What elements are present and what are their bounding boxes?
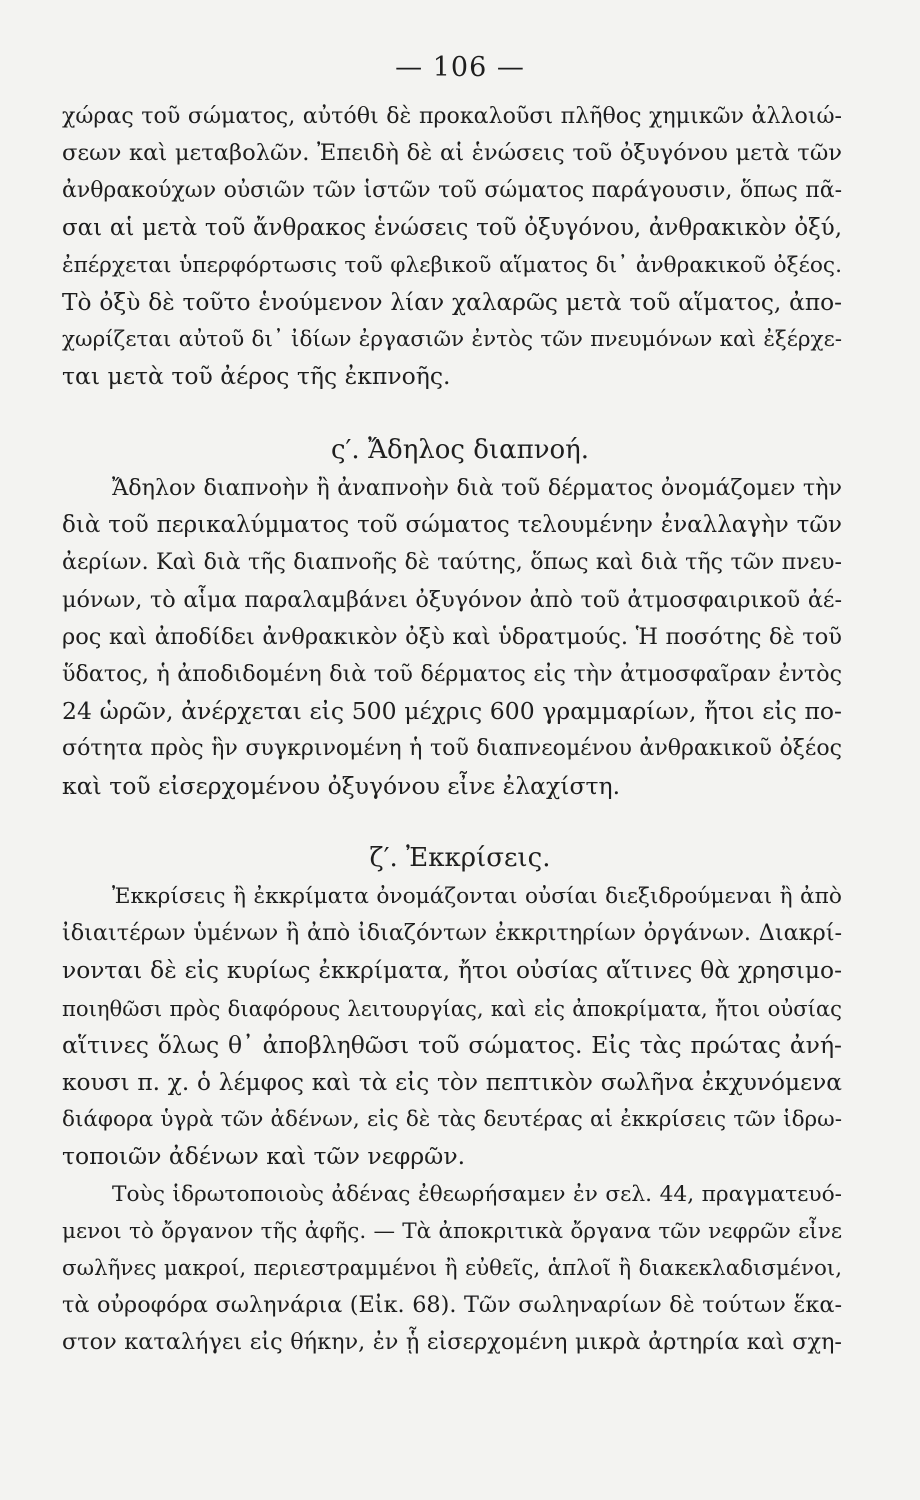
text-line: σότητα πρὸς ἣν συγκρινομένη ἡ τοῦ διαπνεομένου ἀνθρακικοῦ ὀξέος xyxy=(62,736,842,762)
text-line: διὰ τοῦ περικαλύμματος τοῦ σώματος τελουμένην ἐναλλαγὴν τῶν xyxy=(62,512,842,539)
text-line: σαι αἱ μετὰ τοῦ ἄνθρακος ἑνώσεις τοῦ ὀξυγόνου, ἀνθρακικὸν ὀξύ, xyxy=(62,214,842,241)
section-heading-secretions: ζ′. Ἐκκρίσεις. xyxy=(369,843,551,873)
text-line: ὕδατος, ἡ ἀποδιδομένη διὰ τοῦ δέρματος εἰς τὴν ἀτμοσφαῖραν ἐντὸς xyxy=(62,660,842,687)
text-line: κουσι π. χ. ὁ λέμφος καὶ τὰ εἰς τὸν πεπτικὸν σωλῆνα ἐκχυνόμενα xyxy=(62,1068,842,1096)
paragraph-respiration-continued xyxy=(62,98,842,396)
text-line: Τοὺς ἱδρωτοποιοὺς ἀδένας ἐθεωρήσαμεν ἐν σελ. 44, πραγματευό- xyxy=(112,1181,842,1207)
text-line: σωλῆνες μακροί, περιεστραμμένοι ἢ εὐθεῖς, ἁπλοῖ ἢ διακεκλαδισμένοι, xyxy=(62,1255,842,1281)
text-line: ται μετὰ τοῦ ἀέρος τῆς ἐκπνοῆς. xyxy=(62,362,451,391)
text-line: Τὸ ὀξὺ δὲ τοῦτο ἑνούμενον λίαν χαλαρῶς μετὰ τοῦ αἵματος, ἀπο- xyxy=(62,288,842,316)
text-line: ἀερίων. Καὶ διὰ τῆς διαπνοῆς δὲ ταύτης, ὅπως καὶ διὰ τῆς τῶν πνευ- xyxy=(62,549,842,576)
text-line: στον καταλήγει εἰς θήκην, ἐν ᾗ εἰσερχομένη μικρὰ ἀρτηρία καὶ σχη- xyxy=(62,1329,842,1356)
text-line: 24 ὡρῶν, ἀνέρχεται εἰς 500 μέχρις 600 γραμμαρίων, ἤτοι εἰς πο- xyxy=(62,697,842,726)
text-line: τὰ οὐροφόρα σωληνάρια (Εἰκ. 68). Τῶν σωληναρίων δὲ τούτων ἕκα- xyxy=(62,1292,842,1319)
text-line: ποιηθῶσι πρὸς διαφόρους λειτουργίας, καὶ εἰς ἀποκρίματα, ἤτοι οὐσίας xyxy=(62,995,842,1021)
text-line: αἵτινες ὅλως θ᾽ ἀποβληθῶσι τοῦ σώματος. Εἰς τὰς πρώτας ἀνή- xyxy=(62,1030,842,1059)
text-line: τοποιῶν ἀδένων καὶ τῶν νεφρῶν. xyxy=(62,1142,466,1171)
paragraph-insensible-perspiration xyxy=(62,470,842,805)
text-line: Ἄδηλον διαπνοὴν ἢ ἀναπνοὴν διὰ τοῦ δέρματος ὀνομάζομεν τὴν xyxy=(112,475,842,501)
paragraph-secretions xyxy=(62,878,842,1361)
text-line: σεων καὶ μεταβολῶν. Ἐπειδὴ δὲ αἱ ἑνώσεις τοῦ ὀξυγόνου μετὰ τῶν xyxy=(62,140,842,167)
section-heading-insensible-perspiration: ς′. Ἄδηλος διαπνοή. xyxy=(330,435,590,465)
text-line: ἀνθρακούχων οὐσιῶν τῶν ἱστῶν τοῦ σώματος παράγουσιν, ὅπως πᾶ- xyxy=(62,178,842,204)
text-line: ἐπέρχεται ὑπερφόρτωσις τοῦ φλεβικοῦ αἵματος δι᾽ ἀνθρακικοῦ ὀξέος. xyxy=(62,252,842,278)
text-line: καὶ τοῦ εἰσερχομένου ὀξυγόνου εἶνε ἐλαχίστη. xyxy=(62,771,621,800)
text-line: ἰδιαιτέρων ὑμένων ἢ ἀπὸ ἰδιαζόντων ἐκκριτηρίων ὀργάνων. Διακρί- xyxy=(62,920,842,947)
text-line: χωρίζεται αὐτοῦ δι᾽ ἰδίων ἐργασιῶν ἐντὸς τῶν πνευμόνων καὶ ἐξέρχε- xyxy=(62,327,842,353)
text-line: διάφορα ὑγρὰ τῶν ἀδένων, εἰς δὲ τὰς δευτέρας αἱ ἐκκρίσεις τῶν ἱδρω- xyxy=(62,1107,842,1133)
text-line: μόνων, τὸ αἷμα παραλαμβάνει ὀξυγόνον ἀπὸ τοῦ ἀτμοσφαιρικοῦ ἀέ- xyxy=(62,586,842,613)
page-number: — 106 — xyxy=(395,52,525,83)
text-line: νονται δὲ εἰς κυρίως ἐκκρίματα, ἤτοι οὐσίας αἵτινες θὰ χρησιμο- xyxy=(62,956,842,985)
text-line: μενοι τὸ ὄργανον τῆς ἀφῆς. — Τὰ ἀποκριτικὰ ὄργανα τῶν νεφρῶν εἶνε xyxy=(62,1218,842,1244)
text-line: χώρας τοῦ σώματος, αὐτόθι δὲ προκαλοῦσι πλῆθος χημικῶν ἀλλοιώ- xyxy=(62,103,842,129)
text-line: ρος καὶ ἀποδίδει ἀνθρακικὸν ὀξὺ καὶ ὑδρατμούς. Ἡ ποσότης δὲ τοῦ xyxy=(62,623,842,650)
text-line: Ἐκκρίσεις ἢ ἐκκρίματα ὀνομάζονται οὐσίαι διεξιδρούμεναι ἢ ἀπὸ xyxy=(112,884,842,909)
